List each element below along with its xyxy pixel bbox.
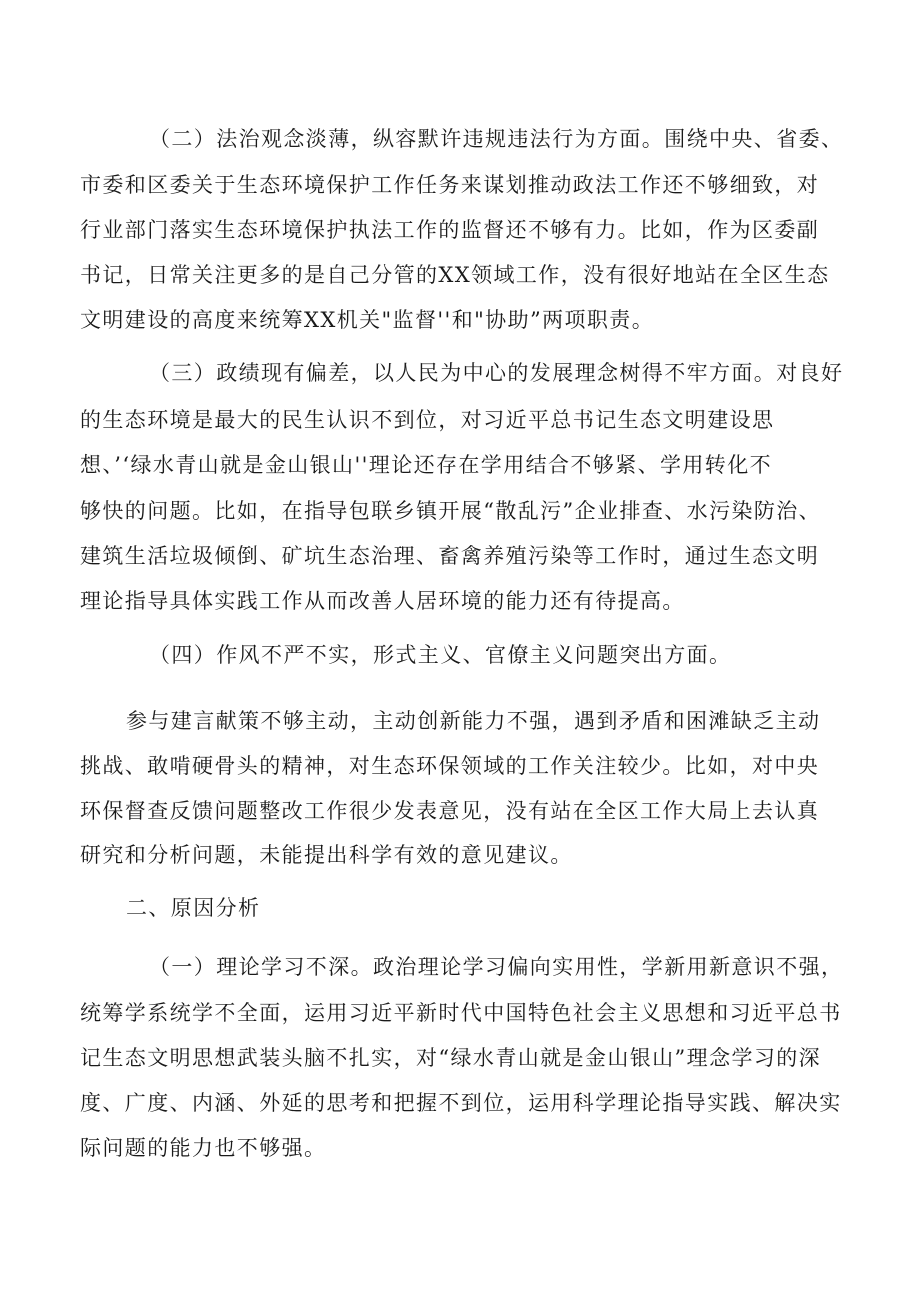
text-line: 统筹学系统学不全面，运用习近平新时代中国特色社会主义思想和习近平总书	[80, 1001, 842, 1025]
text-line: （四）作风不严不实，形式主义、官僚主义问题突出方面。	[149, 643, 732, 667]
text-line: 记生态文明思想武装头脑不扎实，对“绿水青山就是金山银山”理念学习的深	[80, 1046, 822, 1070]
text-line: 书记，日常关注更多的是自己分管的XX领域工作，没有很好地站在全区生态	[80, 263, 830, 287]
text-line: （三）政绩现有偏差，以人民为中心的发展理念树得不牢方面。对良好	[149, 361, 844, 385]
text-line: 度、广度、内涵、外延的思考和把握不到位，运用科学理论指导实践、解决实	[80, 1091, 842, 1115]
text-line: 市委和区委关于生态环境保护工作任务来谋划推动政法工作还不够细致，对	[80, 173, 820, 197]
text-line: 文明建设的高度来统筹XX机关"监督''和"协助”两项职责。	[80, 308, 655, 332]
text-line: （二）法治观念淡薄，纵容默许违规违法行为方面。围绕中央、省委、	[149, 127, 844, 151]
text-line: 际问题的能力也不够强。	[80, 1136, 327, 1160]
heading-line: 二、原因分析	[126, 896, 261, 920]
text-line: 建筑生活垃圾倾倒、矿坑生态治理、畜禽养殖污染等工作时，通过生态文明	[80, 544, 820, 568]
text-line: 理论指导具体实践工作从而改善人居环境的能力还有待提高。	[80, 589, 685, 613]
text-line: 环保督查反馈问题整改工作很少发表意见，没有站在全区工作大局上去认真	[80, 799, 820, 823]
text-line: 够快的问题。比如，在指导包联乡镇开展“散乱污”企业排查、水污染防治、	[80, 499, 822, 523]
text-line: 想、’‘绿水青山就是金山银山''理论还存在学用结合不够紧、学用转化不	[80, 453, 772, 477]
text-line: 行业部门落实生态环境保护执法工作的监督还不够有力。比如，作为区委副	[80, 218, 820, 242]
text-line: （一）理论学习不深。政治理论学习偏向实用性，学新用新意识不强，	[149, 955, 844, 979]
text-line: 的生态环境是最大的民生认识不到位，对习近平总书记生态文明建设思	[80, 408, 775, 432]
text-line: 研究和分析问题，未能提出科学有效的意见建议。	[80, 843, 573, 867]
text-line: 参与建言献策不够主动，主动创新能力不强，遇到矛盾和困滩缺乏主动	[126, 709, 821, 733]
text-line: 挑战、敢啃硬骨头的精神，对生态环保领域的工作关注较少。比如，对中央	[80, 754, 820, 778]
